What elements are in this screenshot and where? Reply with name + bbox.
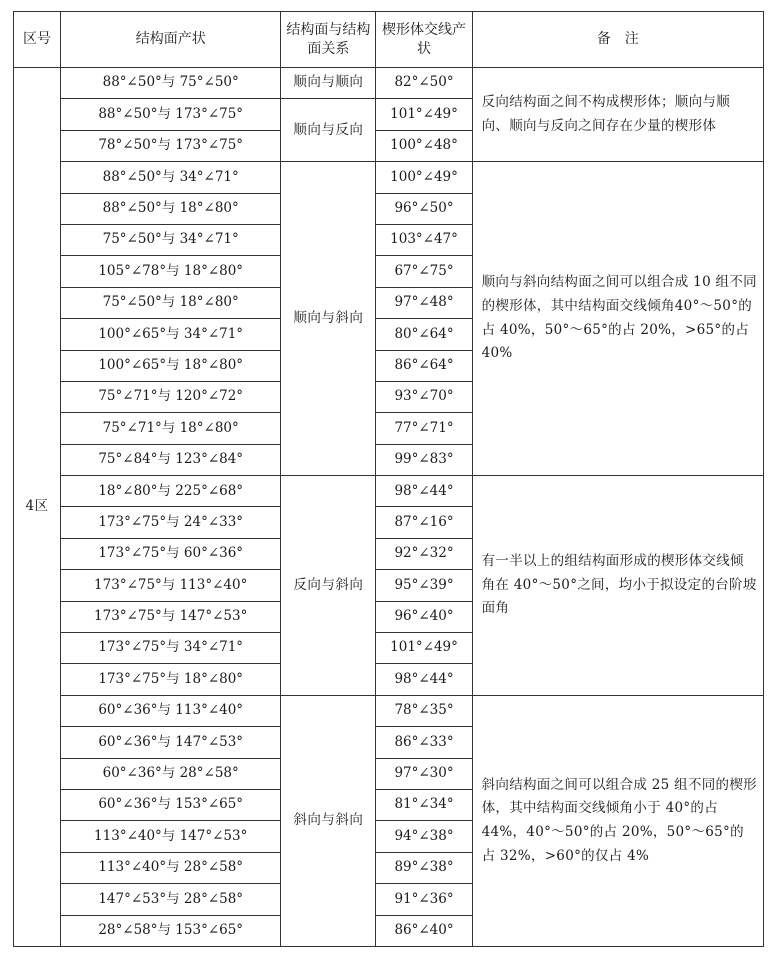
header-notes: 备 注 (472, 12, 763, 68)
header-zone: 区号 (14, 12, 61, 68)
intersection-cell: 93°∠70° (376, 381, 472, 412)
attitude-cell: 75°∠50°与 18°∠80° (61, 287, 281, 318)
attitude-cell: 173°∠75°与 60°∠36° (61, 538, 281, 569)
intersection-cell: 95°∠39° (376, 570, 472, 601)
intersection-cell: 86°∠40° (376, 915, 472, 946)
note-cell: 顺向与斜向结构面之间可以组合成 10 组不同的楔形体，其中结构面交线倾角40°～50°的占 40%，50°～65°的占 20%，>65°的占 40% (472, 162, 763, 476)
table-row (14, 695, 764, 726)
attitude-cell: 88°∠50°与 173°∠75° (61, 99, 281, 130)
note-cell: 斜向结构面之间可以组合成 25 组不同的楔形体，其中结构面交线倾角小于 40°的占 44%，40°～50°的占 20%，50°～65°的占 32%，>60°的仅占 4% (472, 695, 763, 946)
wedge-analysis-table (13, 11, 764, 947)
attitude-cell: 75°∠71°与 18°∠80° (61, 413, 281, 444)
attitude-cell: 100°∠65°与 34°∠71° (61, 319, 281, 350)
attitude-cell: 18°∠80°与 225°∠68° (61, 476, 281, 507)
relation-cell: 斜向与斜向 (281, 695, 376, 946)
intersection-cell: 82°∠50° (376, 68, 472, 99)
intersection-cell: 96°∠50° (376, 193, 472, 224)
intersection-cell: 78°∠35° (376, 695, 472, 726)
note-cell: 反向结构面之间不构成楔形体；顺向与顺向、顺向与反向之间存在少量的楔形体 (472, 68, 763, 162)
attitude-cell: 28°∠58°与 153°∠65° (61, 915, 281, 946)
attitude-cell: 105°∠78°与 18°∠80° (61, 256, 281, 287)
attitude-cell: 173°∠75°与 18°∠80° (61, 664, 281, 695)
header-relation: 结构面与结构面关系 (281, 12, 376, 68)
attitude-cell: 60°∠36°与 28°∠58° (61, 758, 281, 789)
table-row (14, 68, 764, 99)
intersection-cell: 87°∠16° (376, 507, 472, 538)
intersection-cell: 80°∠64° (376, 319, 472, 350)
attitude-cell: 60°∠36°与 147°∠53° (61, 727, 281, 758)
intersection-cell: 86°∠33° (376, 727, 472, 758)
intersection-cell: 86°∠64° (376, 350, 472, 381)
attitude-cell: 75°∠50°与 34°∠71° (61, 224, 281, 255)
attitude-cell: 75°∠84°与 123°∠84° (61, 444, 281, 475)
attitude-cell: 113°∠40°与 28°∠58° (61, 852, 281, 883)
intersection-cell: 100°∠49° (376, 162, 472, 193)
attitude-cell: 173°∠75°与 34°∠71° (61, 633, 281, 664)
relation-cell: 顺向与顺向 (281, 68, 376, 99)
intersection-cell: 97°∠48° (376, 287, 472, 318)
note-cell: 有一半以上的组结构面形成的楔形体交线倾角在 40°～50°之间，均小于拟设定的台阶坡面角 (472, 476, 763, 696)
intersection-cell: 89°∠38° (376, 852, 472, 883)
relation-cell: 反向与斜向 (281, 476, 376, 696)
table-row (14, 476, 764, 507)
attitude-cell: 100°∠65°与 18°∠80° (61, 350, 281, 381)
intersection-cell: 81°∠34° (376, 789, 472, 820)
attitude-cell: 147°∠53°与 28°∠58° (61, 884, 281, 915)
intersection-cell: 91°∠36° (376, 884, 472, 915)
attitude-cell: 60°∠36°与 113°∠40° (61, 695, 281, 726)
attitude-cell: 75°∠71°与 120°∠72° (61, 381, 281, 412)
intersection-cell: 94°∠38° (376, 821, 472, 852)
intersection-cell: 103°∠47° (376, 224, 472, 255)
intersection-cell: 77°∠71° (376, 413, 472, 444)
attitude-cell: 88°∠50°与 34°∠71° (61, 162, 281, 193)
intersection-cell: 98°∠44° (376, 664, 472, 695)
relation-cell: 顺向与反向 (281, 99, 376, 162)
attitude-cell: 88°∠50°与 18°∠80° (61, 193, 281, 224)
intersection-cell: 101°∠49° (376, 99, 472, 130)
attitude-cell: 60°∠36°与 153°∠65° (61, 789, 281, 820)
intersection-cell: 92°∠32° (376, 538, 472, 569)
intersection-cell: 99°∠83° (376, 444, 472, 475)
relation-cell: 顺向与斜向 (281, 162, 376, 476)
table-body (14, 68, 764, 947)
attitude-cell: 113°∠40°与 147°∠53° (61, 821, 281, 852)
intersection-cell: 100°∠48° (376, 130, 472, 161)
intersection-cell: 67°∠75° (376, 256, 472, 287)
attitude-cell: 173°∠75°与 147°∠53° (61, 601, 281, 632)
attitude-cell: 173°∠75°与 24°∠33° (61, 507, 281, 538)
header-intersection: 楔形体交线产状 (376, 12, 472, 68)
zone-cell: 4区 (14, 68, 61, 947)
intersection-cell: 98°∠44° (376, 476, 472, 507)
attitude-cell: 173°∠75°与 113°∠40° (61, 570, 281, 601)
header-row (14, 12, 764, 68)
attitude-cell: 88°∠50°与 75°∠50° (61, 68, 281, 99)
attitude-cell: 78°∠50°与 173°∠75° (61, 130, 281, 161)
intersection-cell: 97°∠30° (376, 758, 472, 789)
table-row (14, 162, 764, 193)
intersection-cell: 101°∠49° (376, 633, 472, 664)
table-header (14, 12, 764, 68)
header-attitude: 结构面产状 (61, 12, 281, 68)
intersection-cell: 96°∠40° (376, 601, 472, 632)
